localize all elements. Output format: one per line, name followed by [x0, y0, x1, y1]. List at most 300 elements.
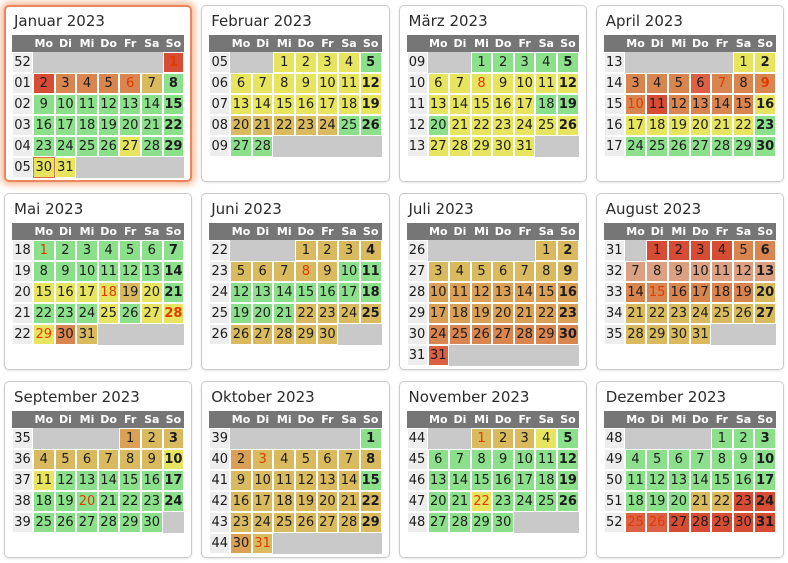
- day-cell[interactable]: 31: [428, 345, 450, 366]
- day-cell[interactable]: 10: [317, 73, 339, 94]
- day-cell[interactable]: 12: [471, 282, 493, 303]
- day-cell[interactable]: 23: [55, 303, 77, 324]
- day-cell[interactable]: 11: [98, 261, 120, 282]
- day-cell[interactable]: 5: [55, 449, 77, 470]
- day-cell[interactable]: 8: [733, 73, 755, 94]
- day-cell[interactable]: 16: [230, 491, 252, 512]
- day-cell[interactable]: 13: [428, 470, 450, 491]
- day-cell[interactable]: 19: [668, 115, 690, 136]
- day-cell[interactable]: 2: [141, 428, 163, 449]
- day-cell[interactable]: 18: [646, 115, 668, 136]
- day-cell[interactable]: 8: [646, 261, 668, 282]
- day-cell[interactable]: 14: [338, 470, 360, 491]
- day-cell[interactable]: 24: [163, 491, 185, 512]
- day-cell[interactable]: 6: [428, 73, 450, 94]
- day-cell[interactable]: 30: [141, 512, 163, 533]
- day-cell[interactable]: 26: [360, 115, 382, 136]
- day-cell[interactable]: 29: [733, 136, 755, 157]
- day-cell[interactable]: 14: [163, 261, 185, 282]
- day-cell[interactable]: 29: [535, 324, 557, 345]
- day-cell[interactable]: 18: [625, 491, 647, 512]
- day-cell[interactable]: 22: [711, 491, 733, 512]
- day-cell[interactable]: 19: [55, 491, 77, 512]
- day-cell[interactable]: 26: [733, 303, 755, 324]
- day-cell[interactable]: 2: [492, 428, 514, 449]
- day-cell[interactable]: 5: [119, 240, 141, 261]
- day-cell[interactable]: 18: [711, 282, 733, 303]
- day-cell[interactable]: 28: [98, 512, 120, 533]
- day-cell[interactable]: 18: [76, 115, 98, 136]
- day-cell[interactable]: 28: [690, 512, 712, 533]
- day-cell[interactable]: 14: [514, 282, 536, 303]
- day-cell[interactable]: 11: [33, 470, 55, 491]
- day-cell[interactable]: 2: [295, 52, 317, 73]
- day-cell[interactable]: 25: [535, 115, 557, 136]
- day-cell[interactable]: 20: [492, 303, 514, 324]
- day-cell[interactable]: 17: [55, 115, 77, 136]
- day-cell[interactable]: 13: [668, 470, 690, 491]
- day-cell[interactable]: 16: [317, 282, 339, 303]
- day-cell[interactable]: 17: [252, 491, 274, 512]
- day-cell[interactable]: 15: [33, 282, 55, 303]
- day-cell[interactable]: 5: [471, 261, 493, 282]
- day-cell[interactable]: 9: [733, 449, 755, 470]
- day-cell[interactable]: 3: [428, 261, 450, 282]
- day-cell[interactable]: 3: [690, 240, 712, 261]
- day-cell[interactable]: 6: [252, 261, 274, 282]
- day-cell[interactable]: 24: [514, 491, 536, 512]
- day-cell[interactable]: 30: [317, 324, 339, 345]
- day-cell[interactable]: 16: [668, 282, 690, 303]
- day-cell[interactable]: 11: [535, 449, 557, 470]
- day-cell[interactable]: 10: [625, 94, 647, 115]
- day-cell[interactable]: 29: [360, 512, 382, 533]
- day-cell[interactable]: 10: [514, 73, 536, 94]
- day-cell[interactable]: 13: [492, 282, 514, 303]
- day-cell[interactable]: 13: [754, 261, 776, 282]
- day-cell[interactable]: 11: [711, 261, 733, 282]
- day-cell[interactable]: 25: [76, 136, 98, 157]
- day-cell[interactable]: 14: [711, 94, 733, 115]
- day-cell[interactable]: 28: [163, 303, 185, 324]
- day-cell[interactable]: 23: [668, 303, 690, 324]
- day-cell[interactable]: 23: [733, 491, 755, 512]
- day-cell[interactable]: 21: [338, 491, 360, 512]
- day-cell[interactable]: 2: [55, 240, 77, 261]
- day-cell[interactable]: 25: [535, 491, 557, 512]
- day-cell[interactable]: 17: [625, 115, 647, 136]
- day-cell[interactable]: 9: [754, 73, 776, 94]
- day-cell[interactable]: 17: [690, 282, 712, 303]
- day-cell[interactable]: 7: [163, 240, 185, 261]
- day-cell[interactable]: 18: [273, 491, 295, 512]
- day-cell[interactable]: 28: [514, 324, 536, 345]
- day-cell[interactable]: 9: [492, 449, 514, 470]
- day-cell[interactable]: 15: [733, 94, 755, 115]
- day-cell[interactable]: 20: [252, 303, 274, 324]
- day-cell[interactable]: 6: [76, 449, 98, 470]
- day-cell[interactable]: 20: [428, 491, 450, 512]
- day-cell[interactable]: 10: [690, 261, 712, 282]
- day-cell[interactable]: 8: [163, 73, 185, 94]
- day-cell[interactable]: 23: [141, 491, 163, 512]
- day-cell[interactable]: 26: [98, 136, 120, 157]
- day-cell[interactable]: 4: [535, 428, 557, 449]
- day-cell[interactable]: 3: [317, 52, 339, 73]
- day-cell[interactable]: 4: [33, 449, 55, 470]
- day-cell[interactable]: 11: [273, 470, 295, 491]
- day-cell[interactable]: 28: [141, 136, 163, 157]
- day-cell[interactable]: 20: [690, 115, 712, 136]
- day-cell[interactable]: 8: [360, 449, 382, 470]
- day-cell[interactable]: 14: [273, 282, 295, 303]
- day-cell[interactable]: 22: [33, 303, 55, 324]
- day-cell[interactable]: 26: [230, 324, 252, 345]
- day-cell[interactable]: 21: [514, 303, 536, 324]
- day-cell[interactable]: 27: [668, 512, 690, 533]
- day-cell[interactable]: 10: [76, 261, 98, 282]
- day-cell[interactable]: 27: [492, 324, 514, 345]
- day-cell[interactable]: 12: [557, 73, 579, 94]
- day-cell[interactable]: 26: [557, 491, 579, 512]
- day-cell[interactable]: 19: [295, 491, 317, 512]
- day-cell[interactable]: 29: [295, 324, 317, 345]
- day-cell[interactable]: 17: [163, 470, 185, 491]
- day-cell[interactable]: 25: [625, 512, 647, 533]
- day-cell[interactable]: 12: [98, 94, 120, 115]
- day-cell[interactable]: 6: [668, 449, 690, 470]
- day-cell[interactable]: 3: [754, 428, 776, 449]
- day-cell[interactable]: 18: [33, 491, 55, 512]
- day-cell[interactable]: 15: [119, 470, 141, 491]
- day-cell[interactable]: 10: [55, 94, 77, 115]
- day-cell[interactable]: 1: [711, 428, 733, 449]
- day-cell[interactable]: 2: [230, 449, 252, 470]
- day-cell[interactable]: 10: [754, 449, 776, 470]
- day-cell[interactable]: 1: [119, 428, 141, 449]
- day-cell[interactable]: 31: [754, 512, 776, 533]
- day-cell[interactable]: 1: [646, 240, 668, 261]
- day-cell[interactable]: 1: [535, 240, 557, 261]
- day-cell[interactable]: 6: [428, 449, 450, 470]
- day-cell[interactable]: 26: [646, 512, 668, 533]
- day-cell[interactable]: 30: [492, 512, 514, 533]
- day-cell[interactable]: 13: [428, 94, 450, 115]
- day-cell[interactable]: 23: [295, 115, 317, 136]
- day-cell[interactable]: 11: [360, 261, 382, 282]
- day-cell[interactable]: 4: [273, 449, 295, 470]
- day-cell[interactable]: 13: [317, 470, 339, 491]
- day-cell[interactable]: 12: [55, 470, 77, 491]
- day-cell[interactable]: 21: [273, 303, 295, 324]
- day-cell[interactable]: 17: [76, 282, 98, 303]
- day-cell[interactable]: 21: [690, 491, 712, 512]
- day-cell[interactable]: 21: [449, 115, 471, 136]
- day-cell[interactable]: 15: [295, 282, 317, 303]
- day-cell[interactable]: 27: [141, 303, 163, 324]
- day-cell[interactable]: 10: [338, 261, 360, 282]
- day-cell[interactable]: 6: [754, 240, 776, 261]
- day-cell[interactable]: 19: [646, 491, 668, 512]
- day-cell[interactable]: 21: [163, 282, 185, 303]
- day-cell[interactable]: 24: [625, 136, 647, 157]
- day-cell[interactable]: 27: [119, 136, 141, 157]
- day-cell[interactable]: 26: [295, 512, 317, 533]
- day-cell[interactable]: 7: [141, 73, 163, 94]
- day-cell[interactable]: 22: [535, 303, 557, 324]
- day-cell[interactable]: 8: [471, 449, 493, 470]
- day-cell[interactable]: 6: [690, 73, 712, 94]
- day-cell[interactable]: 4: [646, 73, 668, 94]
- day-cell[interactable]: 5: [295, 449, 317, 470]
- day-cell[interactable]: 2: [733, 428, 755, 449]
- day-cell[interactable]: 4: [98, 240, 120, 261]
- day-cell[interactable]: 20: [317, 491, 339, 512]
- day-cell[interactable]: 9: [33, 94, 55, 115]
- day-cell[interactable]: 3: [76, 240, 98, 261]
- day-cell[interactable]: 7: [625, 261, 647, 282]
- day-cell[interactable]: 27: [317, 512, 339, 533]
- day-cell[interactable]: 5: [668, 73, 690, 94]
- day-cell[interactable]: 23: [230, 512, 252, 533]
- day-cell[interactable]: 7: [338, 449, 360, 470]
- day-cell[interactable]: 2: [33, 73, 55, 94]
- day-cell[interactable]: 25: [98, 303, 120, 324]
- day-cell[interactable]: 29: [119, 512, 141, 533]
- day-cell[interactable]: 29: [711, 512, 733, 533]
- day-cell[interactable]: 7: [449, 449, 471, 470]
- day-cell[interactable]: 16: [492, 470, 514, 491]
- day-cell[interactable]: 10: [428, 282, 450, 303]
- day-cell[interactable]: 27: [428, 136, 450, 157]
- day-cell[interactable]: 29: [471, 136, 493, 157]
- day-cell[interactable]: 24: [754, 491, 776, 512]
- day-cell[interactable]: 26: [119, 303, 141, 324]
- day-cell[interactable]: 16: [557, 282, 579, 303]
- day-cell[interactable]: 17: [514, 94, 536, 115]
- day-cell[interactable]: 1: [471, 52, 493, 73]
- day-cell[interactable]: 8: [273, 73, 295, 94]
- day-cell[interactable]: 8: [535, 261, 557, 282]
- day-cell[interactable]: 13: [119, 94, 141, 115]
- day-cell[interactable]: 16: [492, 94, 514, 115]
- day-cell[interactable]: 19: [471, 303, 493, 324]
- day-cell[interactable]: 26: [557, 115, 579, 136]
- day-cell[interactable]: 21: [449, 491, 471, 512]
- day-cell[interactable]: 25: [273, 512, 295, 533]
- day-cell[interactable]: 20: [141, 282, 163, 303]
- day-cell[interactable]: 15: [273, 94, 295, 115]
- day-cell[interactable]: 14: [625, 282, 647, 303]
- day-cell[interactable]: 19: [733, 282, 755, 303]
- day-cell[interactable]: 20: [754, 282, 776, 303]
- day-cell[interactable]: 14: [252, 94, 274, 115]
- day-cell[interactable]: 16: [55, 282, 77, 303]
- day-cell[interactable]: 19: [98, 115, 120, 136]
- day-cell[interactable]: 2: [557, 240, 579, 261]
- day-cell[interactable]: 16: [33, 115, 55, 136]
- day-cell[interactable]: 7: [690, 449, 712, 470]
- day-cell[interactable]: 23: [557, 303, 579, 324]
- day-cell[interactable]: 24: [55, 136, 77, 157]
- day-cell[interactable]: 13: [230, 94, 252, 115]
- day-cell[interactable]: 3: [55, 73, 77, 94]
- day-cell[interactable]: 4: [711, 240, 733, 261]
- day-cell[interactable]: 4: [535, 52, 557, 73]
- day-cell[interactable]: 11: [76, 94, 98, 115]
- day-cell[interactable]: 27: [754, 303, 776, 324]
- day-cell[interactable]: 14: [449, 94, 471, 115]
- day-cell[interactable]: 13: [141, 261, 163, 282]
- day-cell[interactable]: 11: [449, 282, 471, 303]
- day-cell[interactable]: 4: [625, 449, 647, 470]
- day-cell[interactable]: 30: [55, 324, 77, 345]
- day-cell[interactable]: 18: [535, 470, 557, 491]
- day-cell[interactable]: 30: [492, 136, 514, 157]
- day-cell[interactable]: 25: [338, 115, 360, 136]
- day-cell[interactable]: 30: [557, 324, 579, 345]
- day-cell[interactable]: 24: [76, 303, 98, 324]
- day-cell[interactable]: 3: [163, 428, 185, 449]
- day-cell[interactable]: 4: [449, 261, 471, 282]
- day-cell[interactable]: 12: [668, 94, 690, 115]
- day-cell[interactable]: 2: [754, 52, 776, 73]
- day-cell[interactable]: 6: [119, 73, 141, 94]
- day-cell[interactable]: 3: [252, 449, 274, 470]
- day-cell[interactable]: 28: [273, 324, 295, 345]
- day-cell[interactable]: 23: [33, 136, 55, 157]
- day-cell[interactable]: 1: [163, 52, 185, 73]
- day-cell[interactable]: 9: [295, 73, 317, 94]
- day-cell[interactable]: 24: [317, 115, 339, 136]
- day-cell[interactable]: 16: [295, 94, 317, 115]
- day-cell[interactable]: 26: [471, 324, 493, 345]
- day-cell[interactable]: 8: [471, 73, 493, 94]
- day-cell[interactable]: 15: [646, 282, 668, 303]
- day-cell[interactable]: 10: [514, 449, 536, 470]
- day-cell[interactable]: 25: [711, 303, 733, 324]
- day-cell[interactable]: 28: [449, 136, 471, 157]
- day-cell[interactable]: 24: [428, 324, 450, 345]
- day-cell[interactable]: 18: [98, 282, 120, 303]
- day-cell[interactable]: 23: [492, 491, 514, 512]
- day-cell[interactable]: 29: [33, 324, 55, 345]
- day-cell[interactable]: 22: [471, 115, 493, 136]
- day-cell[interactable]: 21: [98, 491, 120, 512]
- day-cell[interactable]: 22: [733, 115, 755, 136]
- day-cell[interactable]: 1: [471, 428, 493, 449]
- day-cell[interactable]: 13: [690, 94, 712, 115]
- day-cell[interactable]: 15: [535, 282, 557, 303]
- day-cell[interactable]: 5: [557, 52, 579, 73]
- day-cell[interactable]: 30: [33, 157, 55, 178]
- day-cell[interactable]: 31: [55, 157, 77, 178]
- day-cell[interactable]: 17: [428, 303, 450, 324]
- day-cell[interactable]: 14: [690, 470, 712, 491]
- day-cell[interactable]: 30: [668, 324, 690, 345]
- day-cell[interactable]: 15: [471, 94, 493, 115]
- day-cell[interactable]: 9: [230, 470, 252, 491]
- day-cell[interactable]: 19: [360, 94, 382, 115]
- day-cell[interactable]: 6: [230, 73, 252, 94]
- day-cell[interactable]: 8: [295, 261, 317, 282]
- day-cell[interactable]: 2: [492, 52, 514, 73]
- day-cell[interactable]: 2: [668, 240, 690, 261]
- day-cell[interactable]: 5: [98, 73, 120, 94]
- day-cell[interactable]: 30: [230, 533, 252, 554]
- day-cell[interactable]: 30: [733, 512, 755, 533]
- day-cell[interactable]: 9: [492, 73, 514, 94]
- day-cell[interactable]: 12: [733, 261, 755, 282]
- day-cell[interactable]: 31: [252, 533, 274, 554]
- day-cell[interactable]: 25: [646, 136, 668, 157]
- day-cell[interactable]: 6: [492, 261, 514, 282]
- day-cell[interactable]: 11: [535, 73, 557, 94]
- day-cell[interactable]: 19: [119, 282, 141, 303]
- day-cell[interactable]: 7: [514, 261, 536, 282]
- day-cell[interactable]: 31: [514, 136, 536, 157]
- day-cell[interactable]: 12: [557, 449, 579, 470]
- day-cell[interactable]: 15: [471, 470, 493, 491]
- day-cell[interactable]: 20: [76, 491, 98, 512]
- day-cell[interactable]: 13: [76, 470, 98, 491]
- day-cell[interactable]: 27: [428, 512, 450, 533]
- day-cell[interactable]: 1: [273, 52, 295, 73]
- day-cell[interactable]: 6: [141, 240, 163, 261]
- day-cell[interactable]: 28: [252, 136, 274, 157]
- day-cell[interactable]: 17: [338, 282, 360, 303]
- day-cell[interactable]: 4: [76, 73, 98, 94]
- day-cell[interactable]: 23: [492, 115, 514, 136]
- day-cell[interactable]: 11: [338, 73, 360, 94]
- day-cell[interactable]: 20: [230, 115, 252, 136]
- day-cell[interactable]: 15: [360, 470, 382, 491]
- day-cell[interactable]: 9: [668, 261, 690, 282]
- day-cell[interactable]: 19: [557, 94, 579, 115]
- day-cell[interactable]: 11: [646, 94, 668, 115]
- day-cell[interactable]: 3: [625, 73, 647, 94]
- day-cell[interactable]: 8: [711, 449, 733, 470]
- day-cell[interactable]: 5: [557, 428, 579, 449]
- day-cell[interactable]: 31: [690, 324, 712, 345]
- day-cell[interactable]: 14: [98, 470, 120, 491]
- day-cell[interactable]: 14: [449, 470, 471, 491]
- day-cell[interactable]: 5: [360, 52, 382, 73]
- day-cell[interactable]: 25: [449, 324, 471, 345]
- day-cell[interactable]: 12: [119, 261, 141, 282]
- day-cell[interactable]: 9: [557, 261, 579, 282]
- day-cell[interactable]: 18: [449, 303, 471, 324]
- day-cell[interactable]: 14: [141, 94, 163, 115]
- day-cell[interactable]: 25: [33, 512, 55, 533]
- day-cell[interactable]: 4: [338, 52, 360, 73]
- day-cell[interactable]: 24: [252, 512, 274, 533]
- day-cell[interactable]: 16: [141, 470, 163, 491]
- day-cell[interactable]: 22: [163, 115, 185, 136]
- day-cell[interactable]: 1: [295, 240, 317, 261]
- day-cell[interactable]: 5: [230, 261, 252, 282]
- day-cell[interactable]: 22: [295, 303, 317, 324]
- day-cell[interactable]: 28: [449, 512, 471, 533]
- day-cell[interactable]: 7: [449, 73, 471, 94]
- day-cell[interactable]: 19: [557, 470, 579, 491]
- day-cell[interactable]: 1: [733, 52, 755, 73]
- day-cell[interactable]: 27: [690, 136, 712, 157]
- day-cell[interactable]: 19: [230, 303, 252, 324]
- day-cell[interactable]: 27: [230, 136, 252, 157]
- day-cell[interactable]: 26: [668, 136, 690, 157]
- day-cell[interactable]: 21: [625, 303, 647, 324]
